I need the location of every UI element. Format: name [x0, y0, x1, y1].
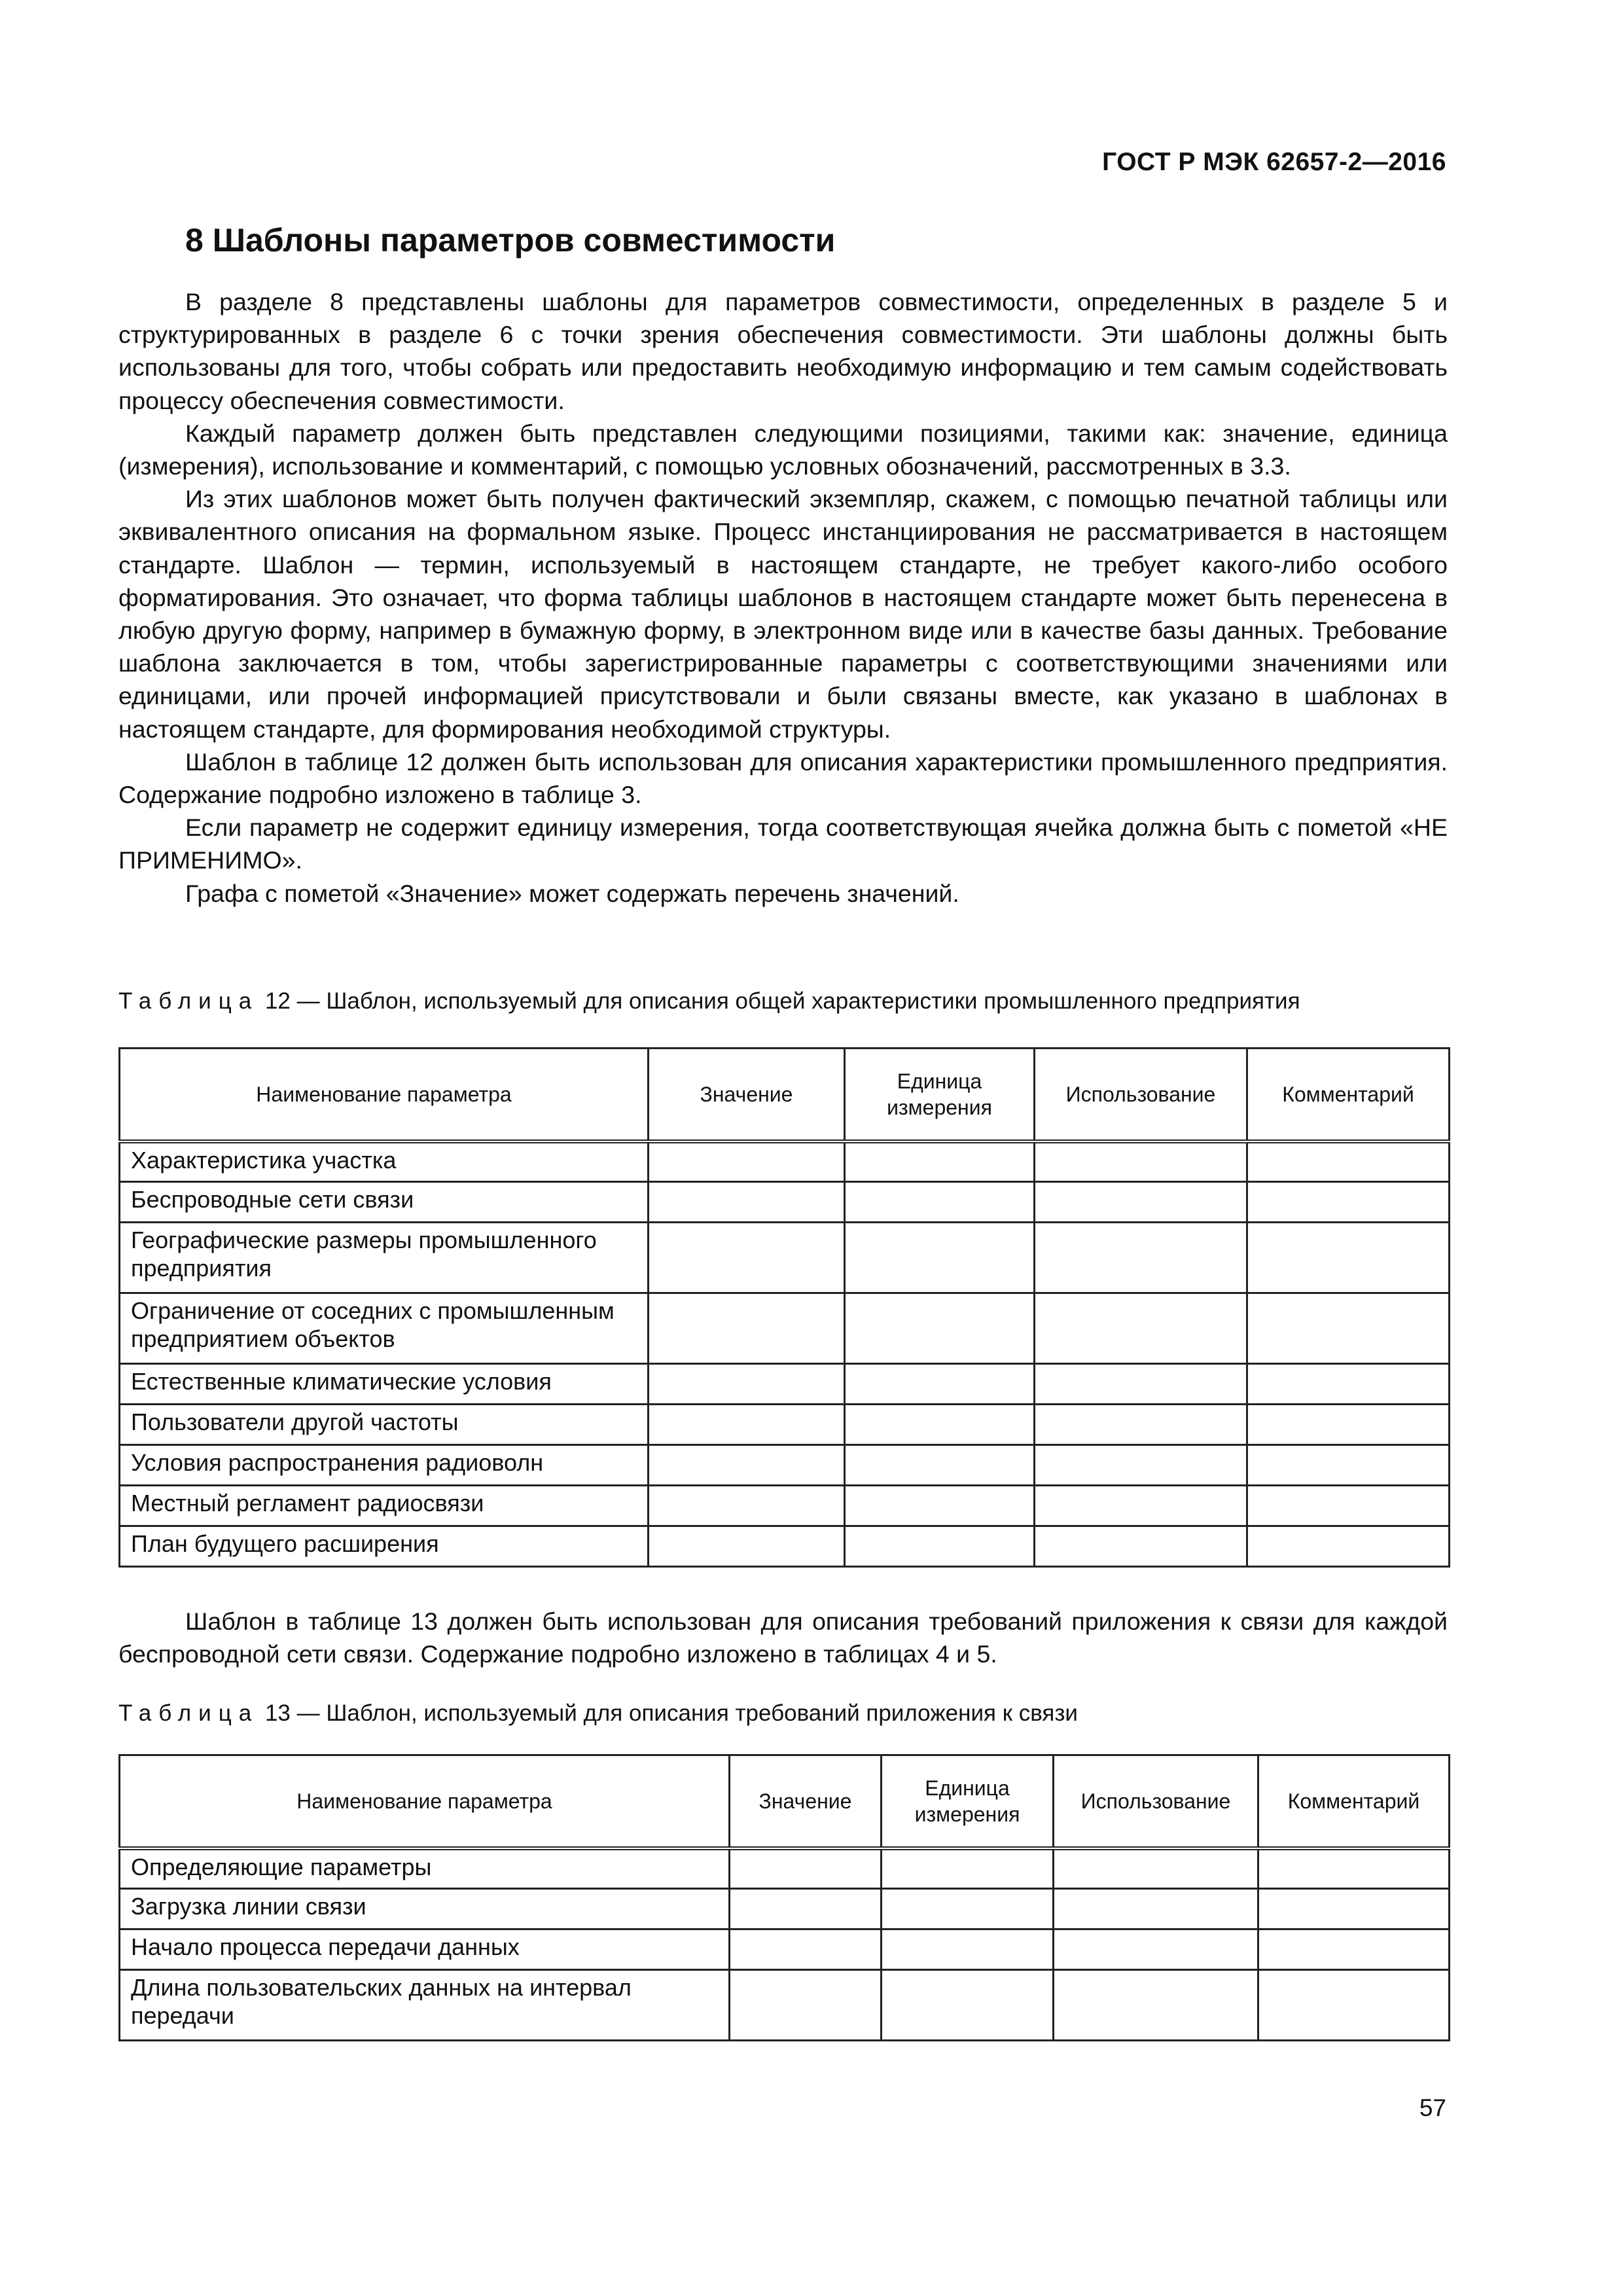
value-cell — [730, 1970, 882, 2041]
usage-cell — [1035, 1141, 1247, 1182]
paragraph: В разделе 8 представлены шаблоны для параметров совместимости, определенных в разделе 5 и структурированных в разделе 6 с точки зрения обеспечения совместимости. Эти шаблоны должны быть использованы для того, чтобы собрать или предоставить необходимую информацию и тем самым содействовать процессу обеспечения совместимости. — [118, 288, 1448, 414]
unit-cell — [882, 1929, 1054, 1970]
paragraph: Из этих шаблонов может быть получен фактический экземпляр, скажем, с помощью печатной таблицы или эквивалентного описания на формальном языке. Процесс инстанциирования не рассматривается в настоящем стандарте. Шаблон — термин, используемый в настоящем стандарте, не требует какого-либо особого форматирования. Это означает, что форма таблицы шаблонов в настоящем стандарте может быть перенесена в любую другую форму, например в бумажную форму, в электронном виде или в качестве базы данных. Требование шаблона заключается в том, чтобы зарегистрированные параметры с соответствующими значениями или единицами, или прочей информацией присутствовали и были связаны вместе, как указано в шаблонах в настоящем стандарте, для формирования необходимой структуры. — [118, 485, 1448, 743]
unit-cell — [845, 1364, 1035, 1405]
value-cell — [730, 1848, 882, 1889]
parameter-name-cell: Ограничение от соседних с промышленным предприятием объектов — [120, 1293, 649, 1364]
body-text-after-table12 — [118, 1605, 1448, 1670]
comment-cell — [1247, 1293, 1450, 1364]
value-cell — [649, 1364, 845, 1405]
comment-cell — [1247, 1141, 1450, 1182]
paragraph: Каждый параметр должен быть представлен следующими позициями, такими как: значение, единица (измерения), использование и комментарий, с помощью условных обозначений, рассмотренных в 3.3. — [118, 419, 1448, 480]
parameter-name-cell: Загрузка линии связи — [120, 1889, 730, 1929]
comment-cell — [1247, 1405, 1450, 1445]
value-cell — [649, 1182, 845, 1223]
value-cell — [649, 1405, 845, 1445]
value-cell — [649, 1526, 845, 1567]
value-cell — [730, 1929, 882, 1970]
comment-cell — [1247, 1223, 1450, 1293]
unit-cell — [882, 1889, 1054, 1929]
column-header: Использование — [1054, 1755, 1258, 1848]
usage-cell — [1035, 1405, 1247, 1445]
paragraph: Графа с пометой «Значение» может содержать перечень значений. — [185, 879, 959, 907]
parameter-name-cell: Условия распространения радиоволн — [120, 1445, 649, 1486]
column-header: Значение — [730, 1755, 882, 1848]
usage-cell — [1035, 1364, 1247, 1405]
usage-cell — [1035, 1526, 1247, 1567]
paragraph: Шаблон в таблице 12 должен быть использован для описания характеристики промышленного предприятия. Содержание подробно изложено в таблице 3. — [118, 747, 1448, 809]
comment-cell — [1258, 1889, 1450, 1929]
paragraph: Если параметр не содержит единицу измерения, тогда соответствующая ячейка должна быть с пометой «НЕ ПРИМЕНИМО». — [118, 814, 1448, 874]
table-13 — [118, 1754, 1450, 2041]
column-header: Значение — [649, 1049, 845, 1141]
unit-cell — [845, 1445, 1035, 1486]
usage-cell — [1035, 1223, 1247, 1293]
usage-cell — [1035, 1445, 1247, 1486]
comment-cell — [1247, 1364, 1450, 1405]
unit-cell — [845, 1223, 1035, 1293]
column-header: Единица измерения — [845, 1049, 1035, 1141]
value-cell — [649, 1141, 845, 1182]
comment-cell — [1258, 1848, 1450, 1889]
column-header: Наименование параметра — [120, 1049, 649, 1141]
table-caption-text: 12 — Шаблон, используемый для описания общей характеристики промышленного предприятия — [259, 988, 1300, 1014]
parameter-name-cell: Начало процесса передачи данных — [120, 1929, 730, 1970]
paragraph: Шаблон в таблице 13 должен быть использован для описания требований приложения к связи для каждой беспроводной сети связи. Содержание подробно изложено в таблицах 4 и 5. — [118, 1607, 1448, 1668]
column-header: Комментарий — [1247, 1049, 1450, 1141]
unit-cell — [845, 1182, 1035, 1223]
unit-cell — [882, 1970, 1054, 2041]
page-number: 57 — [1419, 2094, 1446, 2121]
table13-caption — [118, 1700, 1078, 1727]
parameter-name-cell: Длина пользовательских данных на интервал передачи — [120, 1970, 730, 2041]
comment-cell — [1247, 1182, 1450, 1223]
column-header: Наименование параметра — [120, 1755, 730, 1848]
unit-cell — [845, 1526, 1035, 1567]
value-cell — [730, 1889, 882, 1929]
table12-caption — [118, 988, 1300, 1014]
column-header: Единица измерения — [882, 1755, 1054, 1848]
usage-cell — [1035, 1293, 1247, 1364]
document-standard-header: ГОСТ Р МЭК 62657-2—2016 — [1102, 148, 1446, 176]
parameter-name-cell: Местный регламент радиосвязи — [120, 1486, 649, 1526]
usage-cell — [1035, 1182, 1247, 1223]
table-12 — [118, 1047, 1450, 1568]
parameter-name-cell: Определяющие параметры — [120, 1848, 730, 1889]
usage-cell — [1054, 1929, 1258, 1970]
parameter-name-cell: Пользователи другой частоты — [120, 1405, 649, 1445]
unit-cell — [845, 1293, 1035, 1364]
column-header: Использование — [1035, 1049, 1247, 1141]
unit-cell — [845, 1405, 1035, 1445]
usage-cell — [1035, 1486, 1247, 1526]
value-cell — [649, 1486, 845, 1526]
parameter-name-cell: Географические размеры промышленного предприятия — [120, 1223, 649, 1293]
comment-cell — [1247, 1486, 1450, 1526]
parameter-name-cell: Беспроводные сети связи — [120, 1182, 649, 1223]
parameter-name-cell: План будущего расширения — [120, 1526, 649, 1567]
parameter-name-cell: Естественные климатические условия — [120, 1364, 649, 1405]
usage-cell — [1054, 1970, 1258, 2041]
table-caption-text: 13 — Шаблон, используемый для описания требований приложения к связи — [259, 1700, 1078, 1726]
value-cell — [649, 1293, 845, 1364]
comment-cell — [1258, 1970, 1450, 2041]
value-cell — [649, 1223, 845, 1293]
comment-cell — [1247, 1526, 1450, 1567]
section-title: 8 Шаблоны параметров совместимости — [185, 222, 836, 259]
unit-cell — [845, 1486, 1035, 1526]
column-header: Комментарий — [1258, 1755, 1450, 1848]
unit-cell — [845, 1141, 1035, 1182]
usage-cell — [1054, 1889, 1258, 1929]
usage-cell — [1054, 1848, 1258, 1889]
comment-cell — [1247, 1445, 1450, 1486]
comment-cell — [1258, 1929, 1450, 1970]
body-text — [118, 285, 1448, 910]
value-cell — [649, 1445, 845, 1486]
unit-cell — [882, 1848, 1054, 1889]
parameter-name-cell: Характеристика участка — [120, 1141, 649, 1182]
table-caption-label: Таблица — [118, 1700, 259, 1726]
table-caption-label: Таблица — [118, 988, 259, 1014]
